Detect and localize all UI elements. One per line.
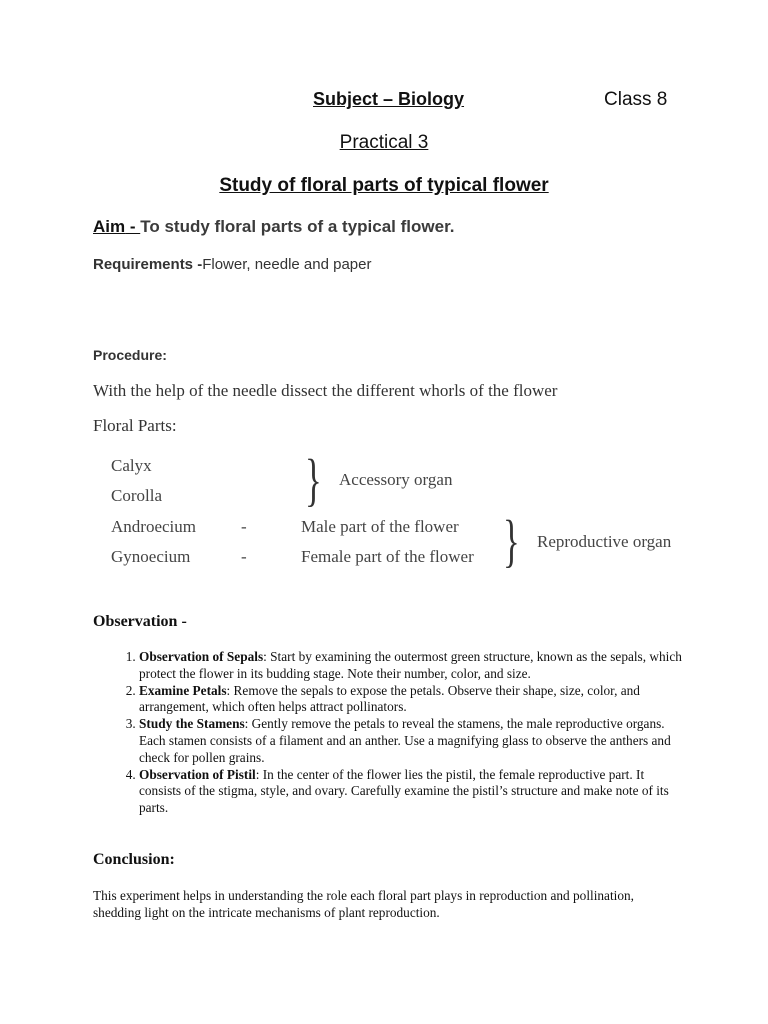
subject-title: Subject – Biology: [313, 89, 465, 109]
observation-item-text: : In the center of the flower lies the pistil, the female reproductive part. It consists of the stigma, style, and ovary. Carefully examine the pistil’s structure and make note of its parts.: [139, 766, 669, 816]
aim-line: [93, 217, 454, 237]
reproductive-brace-icon: }: [503, 508, 520, 573]
requirements-text: Flower, needle and paper: [202, 256, 372, 273]
floral-part-androecium: Androecium: [111, 517, 196, 536]
gynoecium-dash: -: [241, 547, 247, 566]
list-item: [139, 649, 683, 683]
aim-separator: -: [125, 217, 141, 236]
observation-item-title: Examine Petals: [139, 682, 227, 698]
observation-list: [93, 649, 683, 817]
aim-text: To study floral parts of a typical flower.: [140, 217, 455, 236]
floral-part-corolla: Corolla: [111, 486, 162, 505]
header-row: [0, 89, 768, 115]
requirements-line: [93, 256, 372, 273]
observation-heading: Observation -: [93, 613, 187, 630]
observation-item-text: : Remove the sepals to expose the petals. Observe their shape, size, color, and arrangement, which often helps attract pollinators.: [139, 682, 640, 715]
list-item: [139, 683, 683, 717]
accessory-organ-label: Accessory organ: [339, 470, 453, 489]
androecium-description: Male part of the flower: [301, 517, 459, 536]
requirements-label: Requirements -: [93, 256, 203, 273]
floral-part-gynoecium: Gynoecium: [111, 547, 191, 566]
observation-item-text: : Start by examining the outermost green structure, known as the sepals, which protect the flower in its budding stage. Note their number, color, and size.: [139, 649, 682, 681]
observation-item-title: Study the Stamens: [139, 716, 245, 732]
list-item: [139, 716, 683, 766]
page-title: Study of floral parts of typical flower: [219, 175, 549, 196]
observation-item-title: Observation of Pistil: [139, 766, 256, 782]
accessory-brace-icon: }: [305, 447, 322, 512]
androecium-dash: -: [241, 517, 247, 536]
floral-part-calyx: Calyx: [111, 456, 152, 475]
class-label: Class 8: [604, 89, 668, 110]
observation-item-title: Observation of Sepals: [139, 649, 264, 664]
floral-parts-label: Floral Parts:: [93, 416, 177, 435]
reproductive-organ-label: Reproductive organ: [537, 532, 672, 551]
observation-item-text: : Gently remove the petals to reveal the stamens, the male reproductive organs. Each stamen consists of a filament and an anther. Use a magnifying glass to observe the anthers and check for pollen grains.: [139, 716, 671, 765]
aim-label: Aim: [93, 217, 126, 236]
procedure-text: With the help of the needle dissect the different whorls of the flower: [93, 381, 558, 400]
gynoecium-description: Female part of the flower: [301, 547, 474, 566]
list-item: [139, 767, 683, 817]
procedure-heading: Procedure:: [93, 347, 167, 363]
conclusion-heading: Conclusion:: [93, 851, 175, 868]
practical-number: Practical 3: [339, 132, 429, 153]
conclusion-text: This experiment helps in understanding the role each floral part plays in reproduction and pollination, shedding light on the intricate mechanisms of plant reproduction.: [93, 888, 634, 920]
